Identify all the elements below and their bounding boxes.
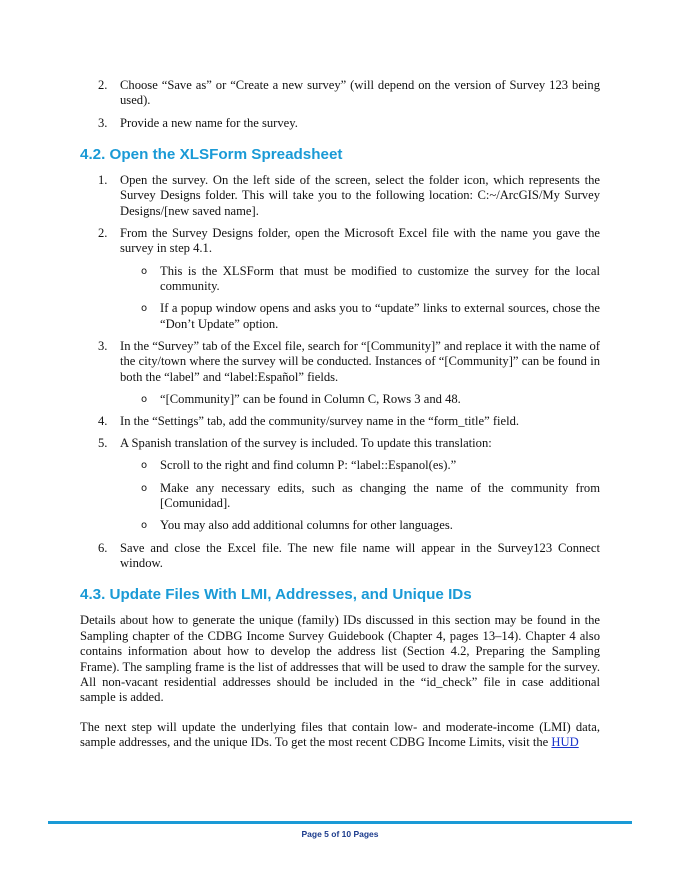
circle-bullet-icon: o: [141, 482, 148, 494]
list-item: [80, 78, 600, 109]
list-number: 2.: [98, 78, 108, 92]
section-heading-4-2: 4.2. Open the XLSForm Spreadsheet: [80, 146, 343, 164]
paragraph: Details about how to generate the unique (family) IDs discussed in this section may be found in the Sampling chapter of the CDBG Income Survey Guidebook (Chapter 4, pages 13–14). Chapter 4 also contains information about how to develop the address list (Section 4.2, Preparing the Sampling Frame). The sampling frame is the list of addresses that will be used to draw the sample for the survey. All non-vacant residential addresses should be included in the “id_check” file in case additional sample is added.: [80, 613, 600, 705]
sub-list-item: [80, 518, 600, 533]
list-item-text: From the Survey Designs folder, open the Microsoft Excel file with the name you gave the survey in step 4.1.: [120, 226, 600, 256]
list-item-text: Choose “Save as” or “Create a new survey” (will depend on the version of Survey 123 being used).: [120, 78, 600, 108]
paragraph: [80, 720, 600, 751]
sub-list-item-text: If a popup window opens and asks you to “update” links to external sources, chose the “Don’t Update” option.: [160, 301, 600, 331]
list-number: 4.: [98, 414, 108, 429]
list-item: [80, 541, 600, 572]
list-number: 1.: [98, 173, 108, 188]
circle-bullet-icon: o: [141, 460, 148, 472]
list-item-text: Open the survey. On the left side of the screen, select the folder icon, which represents the Survey Designs folder. This will take you to the following location: C:~/ArcGIS/My Survey Designs/[new saved name].: [120, 173, 600, 218]
sub-list-item: [80, 301, 600, 332]
list-number: 5.: [98, 436, 108, 451]
list-number: 3.: [98, 338, 108, 353]
sub-list-item: [80, 458, 600, 473]
list-item: [80, 414, 600, 429]
sub-list-item: [80, 392, 600, 407]
list-number: 2.: [98, 226, 108, 241]
circle-bullet-icon: o: [141, 393, 148, 405]
list-item: [80, 436, 600, 451]
footer-divider: [48, 821, 632, 824]
sub-list-item-text: Scroll to the right and find column P: “label::Espanol(es).”: [160, 458, 457, 473]
page-footer: Page 5 of 10 Pages: [301, 829, 379, 839]
list-number: 6.: [98, 540, 108, 555]
list-item: [80, 173, 600, 219]
list-item: [80, 116, 600, 131]
list-item-text: Save and close the Excel file. The new file name will appear in the Survey123 Connect window.: [120, 540, 600, 570]
sub-list-item: [80, 481, 600, 512]
list-item-text: In the “Settings” tab, add the community/survey name in the “form_title” field.: [120, 414, 520, 429]
list-item-text: In the “Survey” tab of the Excel file, search for “[Community]” and replace it with the name of the city/town where the survey will be conducted. Instances of “[Community]” can be found in both the “label” and “label:Español” fields.: [120, 338, 600, 384]
circle-bullet-icon: o: [141, 265, 148, 277]
circle-bullet-icon: o: [141, 520, 148, 532]
list-item-text: Provide a new name for the survey.: [120, 115, 298, 130]
sub-list-item-text: You may also add additional columns for other languages.: [160, 518, 453, 533]
document-body: [80, 78, 600, 765]
list-item-text: A Spanish translation of the survey is included. To update this translation:: [120, 436, 492, 451]
sub-list-item-text: Make any necessary edits, such as changing the name of the community from [Comunidad].: [160, 480, 600, 511]
circle-bullet-icon: o: [141, 303, 148, 315]
sub-list-item: [80, 264, 600, 295]
paragraph-text: The next step will update the underlying files that contain low- and moderate-income (LMI) data, sample addresses, and the unique IDs. To get the most recent CDBG Income Limits, visit the: [80, 719, 600, 750]
sub-list-item-text: “[Community]” can be found in Column C, Rows 3 and 48.: [160, 391, 461, 406]
list-number: 3.: [98, 115, 108, 130]
hud-link[interactable]: HUD: [551, 735, 579, 750]
list-item: [80, 339, 600, 385]
list-item: [80, 226, 600, 257]
sub-list-item-text: This is the XLSForm that must be modified to customize the survey for the local community.: [160, 263, 600, 294]
section-heading-4-3: 4.3. Update Files With LMI, Addresses, and Unique IDs: [80, 586, 472, 604]
